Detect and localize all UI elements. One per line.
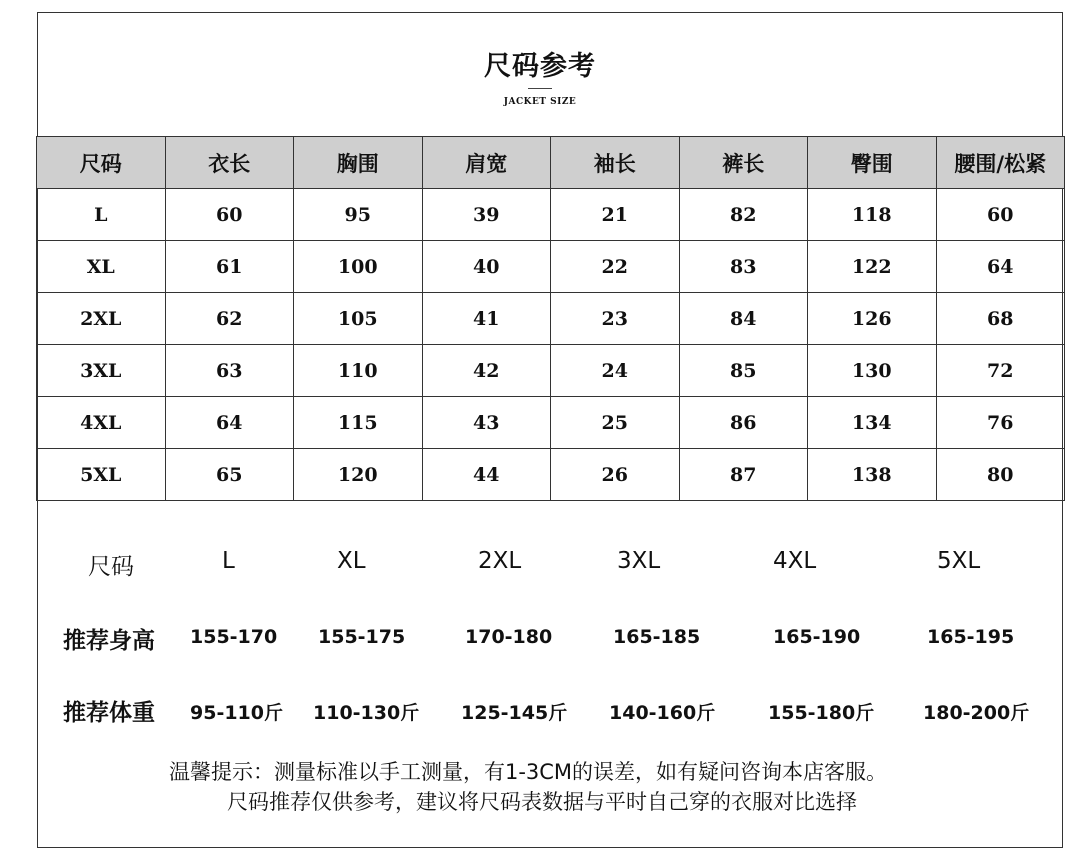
- table-cell: 122: [808, 241, 937, 293]
- table-cell: 22: [551, 241, 680, 293]
- table-cell: 82: [679, 189, 808, 241]
- table-cell: 85: [679, 345, 808, 397]
- table-cell: 26: [551, 449, 680, 501]
- table-cell: 118: [808, 189, 937, 241]
- table-cell: 60: [165, 189, 294, 241]
- recommend-weight: 155-180斤: [768, 702, 875, 724]
- table-cell: 44: [422, 449, 551, 501]
- tip-note-line-1: 温馨提示：测量标准以手工测量，有1-3CM的误差，如有疑问咨询本店客服。: [168, 760, 888, 784]
- table-cell: 60: [936, 189, 1065, 241]
- recommend-height: 165-185: [613, 626, 701, 648]
- recommend-height-row: [0, 622, 1080, 652]
- recommend-weight: 180-200斤: [923, 702, 1030, 724]
- recommend-size-row: [0, 548, 1080, 578]
- table-cell: 86: [679, 397, 808, 449]
- table-cell: 120: [294, 449, 423, 501]
- recommend-size: 4XL: [773, 548, 817, 574]
- table-cell: 41: [422, 293, 551, 345]
- recommend-height: 165-195: [927, 626, 1015, 648]
- recommend-size: 3XL: [617, 548, 661, 574]
- table-cell: 61: [165, 241, 294, 293]
- recommend-size-label: 尺码: [88, 554, 134, 580]
- column-header: 腰围/松紧: [936, 137, 1065, 189]
- recommend-height: 170-180: [465, 626, 553, 648]
- table-cell: 40: [422, 241, 551, 293]
- table-cell: 110: [294, 345, 423, 397]
- recommend-height-label: 推荐身高: [63, 628, 155, 654]
- recommend-size: XL: [337, 548, 366, 574]
- column-header: 尺码: [37, 137, 166, 189]
- table-cell: 43: [422, 397, 551, 449]
- recommend-weight: 110-130斤: [313, 702, 420, 724]
- table-cell: 62: [165, 293, 294, 345]
- column-header: 臀围: [808, 137, 937, 189]
- recommend-weight: 95-110斤: [190, 702, 283, 724]
- recommend-size: 2XL: [478, 548, 522, 574]
- table-cell: 3XL: [37, 345, 166, 397]
- recommend-weight: 140-160斤: [609, 702, 716, 724]
- table-cell: 80: [936, 449, 1065, 501]
- page-subtitle: JACKET SIZE: [503, 97, 577, 107]
- table-cell: 5XL: [37, 449, 166, 501]
- table-cell: 4XL: [37, 397, 166, 449]
- recommend-weight-row: [0, 694, 1080, 724]
- table-cell: 84: [679, 293, 808, 345]
- table-cell: 64: [936, 241, 1065, 293]
- table-cell: 134: [808, 397, 937, 449]
- table-cell: 95: [294, 189, 423, 241]
- table-cell: 39: [422, 189, 551, 241]
- column-header: 肩宽: [422, 137, 551, 189]
- table-cell: 68: [936, 293, 1065, 345]
- table-cell: 25: [551, 397, 680, 449]
- table-cell: 24: [551, 345, 680, 397]
- recommend-height: 155-170: [190, 626, 278, 648]
- recommend-size: 5XL: [937, 548, 981, 574]
- column-header: 裤长: [679, 137, 808, 189]
- column-header: 袖长: [551, 137, 680, 189]
- table-cell: 21: [551, 189, 680, 241]
- table-cell: 83: [679, 241, 808, 293]
- column-header: 胸围: [294, 137, 423, 189]
- column-header: 衣长: [165, 137, 294, 189]
- table-cell: 105: [294, 293, 423, 345]
- recommend-height: 165-190: [773, 626, 861, 648]
- tip-note-line-2: 尺码推荐仅供参考，建议将尺码表数据与平时自己穿的衣服对比选择: [227, 790, 857, 814]
- table-cell: 126: [808, 293, 937, 345]
- recommend-size: L: [222, 548, 235, 574]
- recommend-weight-label: 推荐体重: [63, 700, 155, 726]
- table-cell: 76: [936, 397, 1065, 449]
- recommend-height: 155-175: [318, 626, 406, 648]
- table-cell: 115: [294, 397, 423, 449]
- table-cell: 65: [165, 449, 294, 501]
- table-cell: 2XL: [37, 293, 166, 345]
- recommend-weight: 125-145斤: [461, 702, 568, 724]
- table-cell: 63: [165, 345, 294, 397]
- table-cell: 42: [422, 345, 551, 397]
- table-cell: 72: [936, 345, 1065, 397]
- table-cell: 130: [808, 345, 937, 397]
- table-cell: 23: [551, 293, 680, 345]
- table-cell: 100: [294, 241, 423, 293]
- table-cell: 138: [808, 449, 937, 501]
- table-cell: 87: [679, 449, 808, 501]
- table-cell: 64: [165, 397, 294, 449]
- table-cell: XL: [37, 241, 166, 293]
- page-title: 尺码参考: [484, 51, 596, 82]
- table-cell: L: [37, 189, 166, 241]
